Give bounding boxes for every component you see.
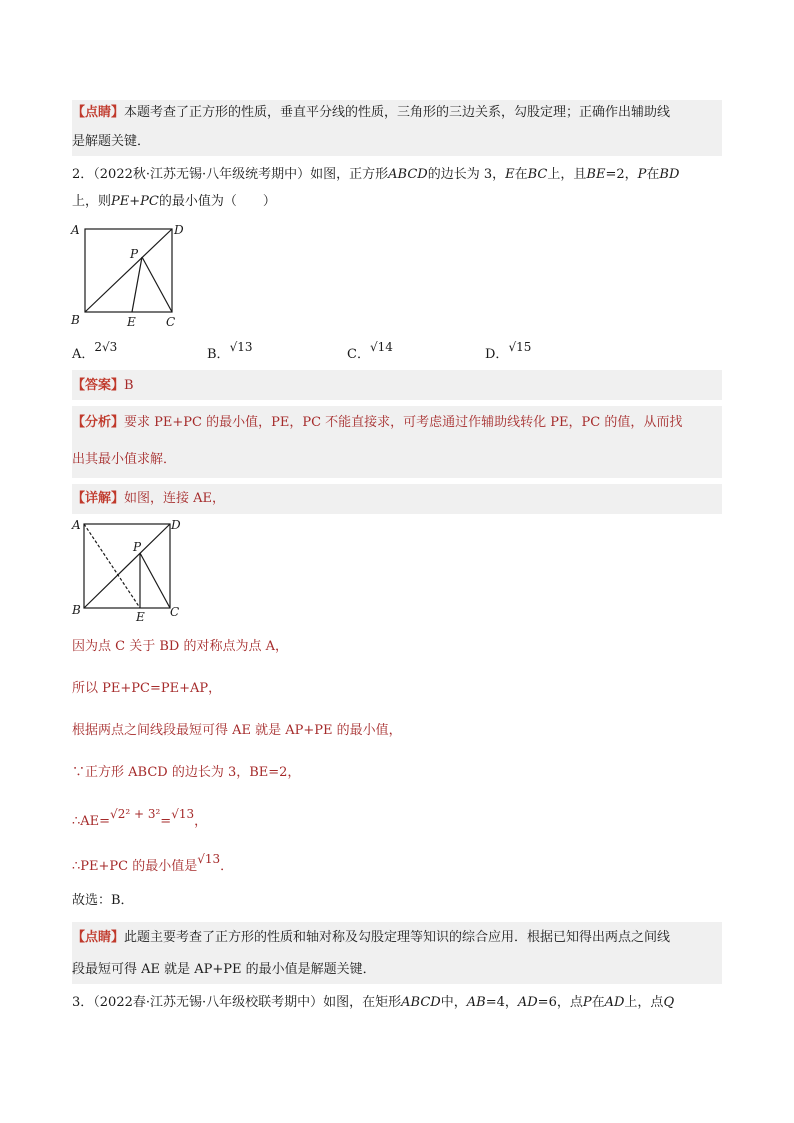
label-b: B — [71, 313, 80, 327]
note-text-line2: 是解题关键． — [72, 134, 151, 149]
label-p: P — [133, 540, 142, 554]
note-tag: 【点睛】 — [72, 105, 125, 120]
question-3: 3．（2022春·江苏无锡·八年级校联考期中）如图，在矩形ABCD中，AB=4，AD=6，点P在AD上，点Q — [72, 995, 675, 1010]
answer-value: B — [124, 378, 134, 393]
step-4: ∵正方形 ABCD 的边长为 3，BE=2， — [72, 765, 301, 780]
question-source: （2022秋·江苏无锡·八年级统考期中） — [93, 167, 311, 182]
step-6: ∴PE+PC 的最小值是√13． — [72, 852, 234, 874]
label-e: E — [136, 610, 145, 623]
option-a[interactable]: A．2√3 — [72, 340, 118, 362]
dashed-ae — [84, 524, 140, 608]
analysis-block: 【分析】要求 PE+PC 的最小值，PE，PC 不能直接求，可考虑通过作辅助线转化 PE，PC 的值，从而找 出其最小值求解． — [72, 406, 722, 478]
option-d[interactable]: D．√15 — [485, 340, 532, 362]
question-number: 2． — [72, 167, 94, 182]
square-figure-solution — [70, 517, 185, 623]
end-note: 【点睛】此题主要考查了正方形的性质和轴对称及勾股定理等知识的综合应用．根据已知得出两点之间线 段最短可得 AE 就是 AP+PE 的最小值是解题关键． — [72, 922, 722, 984]
label-a: A — [71, 223, 80, 237]
step-5: ∴AE=√2² + 3²=√13， — [72, 807, 208, 829]
note-text-line1: 本题考查了正方形的性质，垂直平分线的性质，三角形的三边关系，勾股定理；正确作出辅助线 — [124, 105, 671, 120]
label-e: E — [127, 315, 136, 329]
step-1: 因为点 C 关于 BD 的对称点为点 A， — [72, 639, 288, 654]
diagonal-bd — [84, 524, 170, 608]
label-d: D — [171, 518, 181, 532]
answer-block: 【答案】B — [72, 370, 722, 400]
label-a: A — [72, 518, 81, 532]
label-b: B — [72, 603, 81, 617]
diagonal-bd — [85, 229, 172, 312]
label-c: C — [170, 605, 180, 619]
step-7: 故选：B． — [72, 893, 134, 908]
label-p: P — [130, 247, 139, 261]
step-3: 根据两点之间线段最短可得 AE 就是 AP+PE 的最小值， — [72, 723, 402, 738]
question-2: 2．（2022秋·江苏无锡·八年级统考期中）如图，正方形ABCD的边长为 3，E在BC上，且BE=2，P在BD 上，则PE+PC的最小值为（ ） — [72, 167, 680, 209]
detail-block: 【详解】如图，连接 AE， — [72, 484, 722, 514]
square-figure-question — [66, 220, 186, 332]
segment-pc — [140, 553, 170, 608]
label-d: D — [174, 223, 184, 237]
top-note — [72, 100, 722, 156]
segment-pc — [142, 257, 172, 312]
option-b[interactable]: B．√13 — [207, 340, 253, 362]
option-c[interactable]: C．√14 — [347, 340, 393, 362]
label-c: C — [166, 315, 176, 329]
step-2: 所以 PE+PC=PE+AP， — [72, 681, 222, 696]
